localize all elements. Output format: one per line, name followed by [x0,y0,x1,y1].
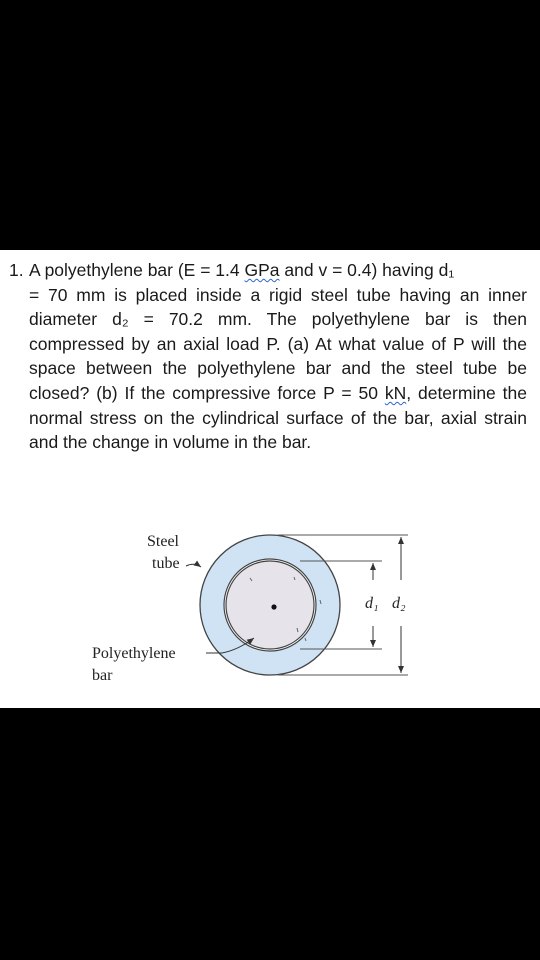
problem-page [0,250,540,708]
steel-tube-leader [186,564,201,567]
problem-number: 1. [9,260,24,280]
steel-label-line2: tube [152,555,180,572]
steel-label-line1: Steel [147,533,179,550]
bar-center-dot [271,604,276,609]
problem-text-1b: and v = 0.4) having d₁ [279,260,455,280]
problem-statement [9,258,527,455]
d1-dimension-label: d₁ [365,595,379,612]
gpa-unit: GPa [244,260,280,280]
cross-section-diagram [0,520,540,708]
polyethylene-label-line2: bar [92,667,113,684]
problem-text-3: , determine the normal stress on the cylindrical surface of the bar, axial strain and the change in volume in the bar. [29,382,528,453]
polyethylene-bar [226,561,314,649]
problem-remaining-text [9,283,527,455]
cross-section-figure [0,520,540,708]
d2-dimension-label: d₂ [392,595,406,612]
polyethylene-label-line1: Polyethylene [92,645,176,662]
problem-text-2: = 70 mm is placed inside a rigid steel tube having an inner diameter d₂ = 70.2 mm. The polyethylene bar is then compressed by an axial load P. (a) At what value of P will the space between the polyethylene bar and the steel tube be closed? (b) If the compressive force P = 50 [29,284,527,403]
problem-first-line [9,258,527,283]
problem-text-1: A polyethylene bar (E = 1.4 [29,260,245,280]
kn-unit: kN [384,382,407,403]
